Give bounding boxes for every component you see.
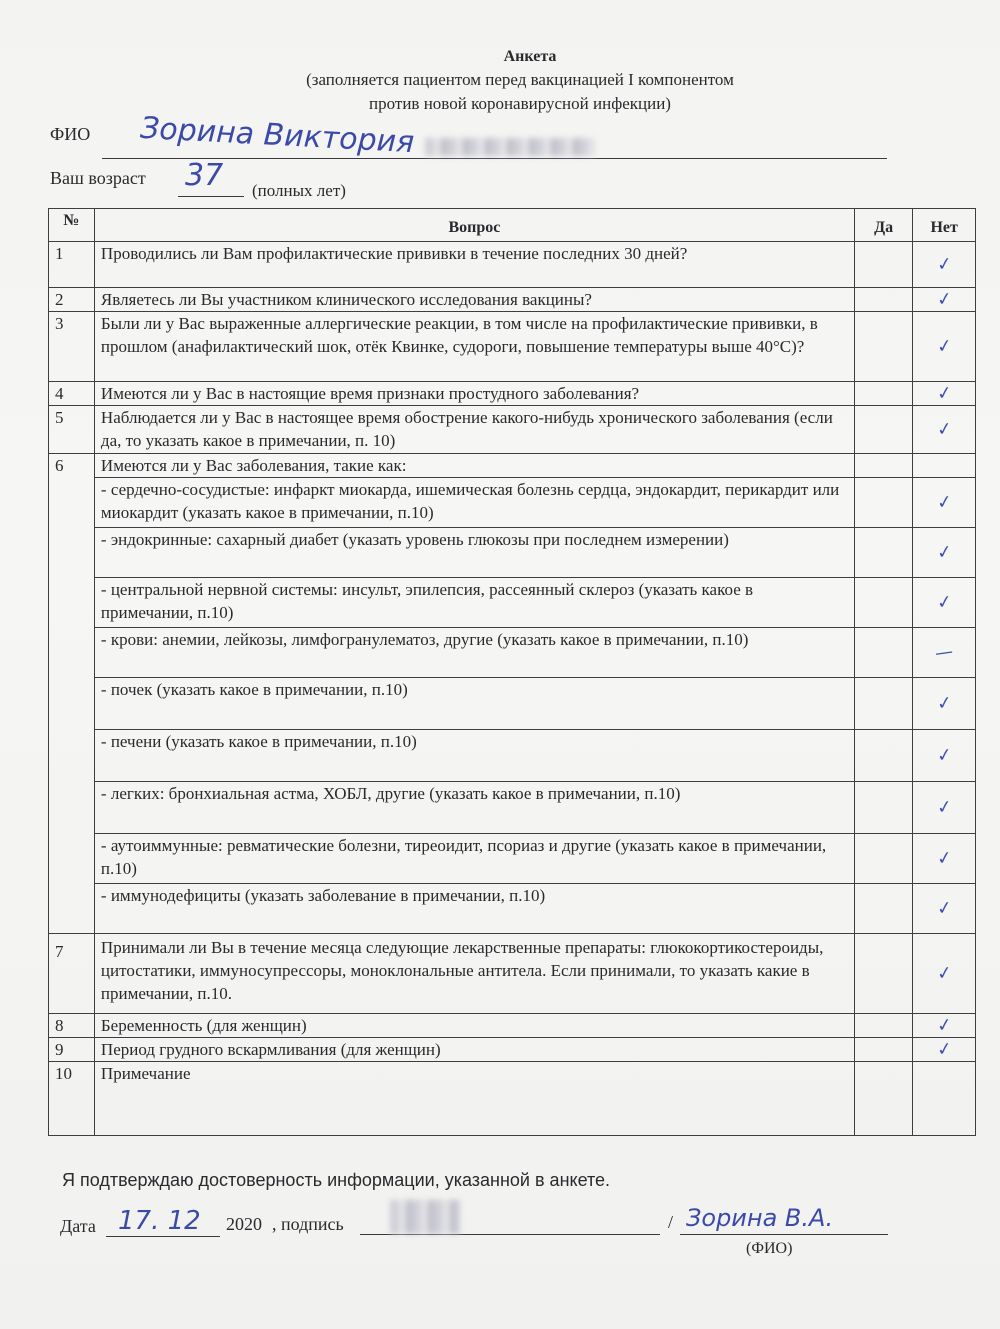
yes-cell[interactable] — [854, 1038, 912, 1062]
fio-caption: (ФИО) — [746, 1240, 793, 1257]
table-row — [49, 834, 976, 884]
row-num: 8 — [49, 1014, 95, 1038]
age-label: Ваш возраст — [50, 168, 146, 188]
yes-cell — [854, 1062, 912, 1136]
table-row — [49, 288, 976, 312]
no-cell[interactable] — [913, 454, 976, 478]
row-question: - легких: бронхиальная астма, ХОБЛ, другие (указать какое в примечании, п.10) — [94, 782, 854, 834]
yes-cell[interactable] — [854, 478, 912, 528]
header-yes: Да — [854, 209, 912, 242]
table-row — [49, 730, 976, 782]
no-cell[interactable] — [913, 678, 976, 730]
row-question: Беременность (для женщин) — [94, 1014, 854, 1038]
yes-cell[interactable] — [854, 528, 912, 578]
no-cell[interactable] — [913, 834, 976, 884]
check-mark-icon: ✓ — [935, 1038, 954, 1061]
table-row — [49, 478, 976, 528]
row-question: Являетесь ли Вы участником клинического исследования вакцины? — [94, 288, 854, 312]
table-row — [49, 782, 976, 834]
signature-redacted-blur — [390, 1200, 460, 1234]
row-question: - аутоиммунные: ревматические болезни, тиреоидит, псориаз и другие (указать какое в примечании, п.10) — [94, 834, 854, 884]
check-mark-icon: ✓ — [935, 962, 954, 985]
row-num: 3 — [49, 312, 95, 382]
fio-label: ФИО — [50, 124, 91, 144]
row-num: 5 — [49, 406, 95, 454]
date-handwritten-value[interactable]: 17. 12 — [118, 1206, 201, 1236]
signature-label: , подпись — [272, 1214, 344, 1234]
yes-cell[interactable] — [854, 242, 912, 288]
check-mark-icon: ✓ — [935, 382, 954, 405]
table-row — [49, 382, 976, 406]
check-mark-icon: ✓ — [935, 847, 954, 870]
table-header-row — [49, 209, 976, 242]
table-row — [49, 884, 976, 934]
table-row — [49, 934, 976, 1014]
yes-cell[interactable] — [854, 678, 912, 730]
check-mark-icon: ✓ — [935, 692, 954, 715]
row-question: - крови: анемии, лейкозы, лимфогранулематоз, другие (указать какое в примечании, п.10) — [94, 628, 854, 678]
date-label: Дата — [60, 1216, 96, 1236]
yes-cell[interactable] — [854, 782, 912, 834]
row-question[interactable]: Примечание — [94, 1062, 854, 1136]
row-question: Имеются ли у Вас заболевания, такие как: — [94, 454, 854, 478]
no-cell[interactable] — [913, 730, 976, 782]
table-row — [49, 678, 976, 730]
year-value: 2020 — [226, 1214, 262, 1234]
row-num: 10 — [49, 1062, 95, 1136]
row-num: 4 — [49, 382, 95, 406]
no-cell[interactable] — [913, 382, 976, 406]
check-mark-icon: ✓ — [935, 591, 954, 614]
row-num: 6 — [49, 454, 95, 934]
row-question: - эндокринные: сахарный диабет (указать уровень глюкозы при последнем измерении) — [94, 528, 854, 578]
signature-underline — [360, 1234, 660, 1235]
row-question: Период грудного вскармливания (для женщин) — [94, 1038, 854, 1062]
check-mark-icon: ✓ — [935, 897, 954, 920]
no-cell[interactable] — [913, 628, 976, 678]
row-question: - печени (указать какое в примечании, п.10) — [94, 730, 854, 782]
row-question: - иммунодефициты (указать заболевание в примечании, п.10) — [94, 884, 854, 934]
row-question: Наблюдается ли у Вас в настоящее время обострение какого-нибудь хронического заболевания (если да, то указать какое в примечании, п. 10) — [94, 406, 854, 454]
table-row — [49, 628, 976, 678]
yes-cell[interactable] — [854, 406, 912, 454]
header-no: Нет — [913, 209, 976, 242]
no-cell[interactable] — [913, 478, 976, 528]
no-cell[interactable] — [913, 406, 976, 454]
check-mark-icon: ✓ — [935, 1014, 954, 1037]
questionnaire-table — [48, 208, 976, 1136]
row-question: - почек (указать какое в примечании, п.10) — [94, 678, 854, 730]
header-question: Вопрос — [94, 209, 854, 242]
row-num: 7 — [49, 934, 95, 1014]
no-cell[interactable] — [913, 782, 976, 834]
row-num: 2 — [49, 288, 95, 312]
yes-cell[interactable] — [854, 1014, 912, 1038]
no-cell[interactable] — [913, 1014, 976, 1038]
table-row — [49, 1062, 976, 1136]
yes-cell[interactable] — [854, 730, 912, 782]
yes-cell[interactable] — [854, 934, 912, 1014]
check-mark-icon: ✓ — [935, 796, 954, 819]
check-mark-icon: ✓ — [935, 253, 954, 276]
no-cell[interactable] — [913, 242, 976, 288]
check-mark-icon: ✓ — [935, 491, 954, 514]
check-mark-icon: ✓ — [935, 288, 954, 311]
yes-cell[interactable] — [854, 834, 912, 884]
yes-cell[interactable] — [854, 454, 912, 478]
yes-cell[interactable] — [854, 578, 912, 628]
form-subtitle-line2: против новой коронавирусной инфекции) — [369, 94, 671, 113]
table-row — [49, 312, 976, 382]
table-row — [49, 578, 976, 628]
form-title: Анкета — [503, 48, 557, 65]
yes-cell[interactable] — [854, 312, 912, 382]
row-question: Имеются ли у Вас в настоящие время признаки простудного заболевания? — [94, 382, 854, 406]
no-cell[interactable] — [913, 312, 976, 382]
row-question: - центральной нервной системы: инсульт, эпилепсия, рассеянный склероз (указать какое в примечании, п.10) — [94, 578, 854, 628]
row-num: 9 — [49, 1038, 95, 1062]
confirmation-text: Я подтверждаю достоверность информации, указанной в анкете. — [62, 1170, 611, 1190]
row-question: Были ли у Вас выраженные аллергические реакции, в том числе на профилактические прививки, в прошлом (анафилактический шок, отёк Квинке, судороги, повышение температуры выше 40°С)? — [94, 312, 854, 382]
fio-signature-underline — [680, 1234, 888, 1235]
no-cell — [913, 1062, 976, 1136]
fio-signature-handwritten[interactable]: Зорина В.А. — [686, 1204, 834, 1232]
check-mark-icon: ✓ — [935, 418, 954, 441]
table-row — [49, 1038, 976, 1062]
row-question: - сердечно-сосудистые: инфаркт миокарда, ишемическая болезнь сердца, эндокардит, перикардит или миокардит (указать какое в примечании, п.10) — [94, 478, 854, 528]
table-row — [49, 406, 976, 454]
check-mark-icon: ✓ — [935, 335, 954, 358]
row-question: Принимали ли Вы в течение месяца следующие лекарственные препараты: глюкокортикостероиды, цитостатики, иммуносупрессоры, моноклональные антитела. Если принимали, то указать какие в примечании, п.10. — [94, 934, 854, 1014]
table-row — [49, 242, 976, 288]
no-cell[interactable] — [913, 1038, 976, 1062]
no-cell[interactable] — [913, 288, 976, 312]
age-underline — [178, 196, 244, 197]
no-cell[interactable] — [913, 528, 976, 578]
dash-mark-icon: — — [933, 640, 955, 665]
check-mark-icon: ✓ — [935, 541, 954, 564]
yes-cell[interactable] — [854, 884, 912, 934]
slash-separator: / — [668, 1212, 674, 1232]
check-mark-icon: ✓ — [935, 744, 954, 767]
table-row — [49, 528, 976, 578]
yes-cell[interactable] — [854, 288, 912, 312]
no-cell[interactable] — [913, 934, 976, 1014]
table-row — [49, 454, 976, 478]
yes-cell[interactable] — [854, 628, 912, 678]
row-question: Проводились ли Вам профилактические прививки в течение последних 30 дней? — [94, 242, 854, 288]
row-num: 1 — [49, 242, 95, 288]
no-cell[interactable] — [913, 578, 976, 628]
no-cell[interactable] — [913, 884, 976, 934]
header-num: № — [49, 209, 95, 242]
age-suffix: (полных лет) — [252, 181, 346, 200]
date-underline — [106, 1236, 220, 1237]
table-row — [49, 1014, 976, 1038]
form-subtitle-line1: (заполняется пациентом перед вакцинацией I компонентом — [306, 70, 734, 89]
yes-cell[interactable] — [854, 382, 912, 406]
fio-handwritten-value[interactable]: Зорина Виктория — [139, 110, 416, 161]
age-handwritten-value[interactable]: 37 — [185, 158, 224, 193]
fio-redacted-blur — [425, 138, 595, 156]
